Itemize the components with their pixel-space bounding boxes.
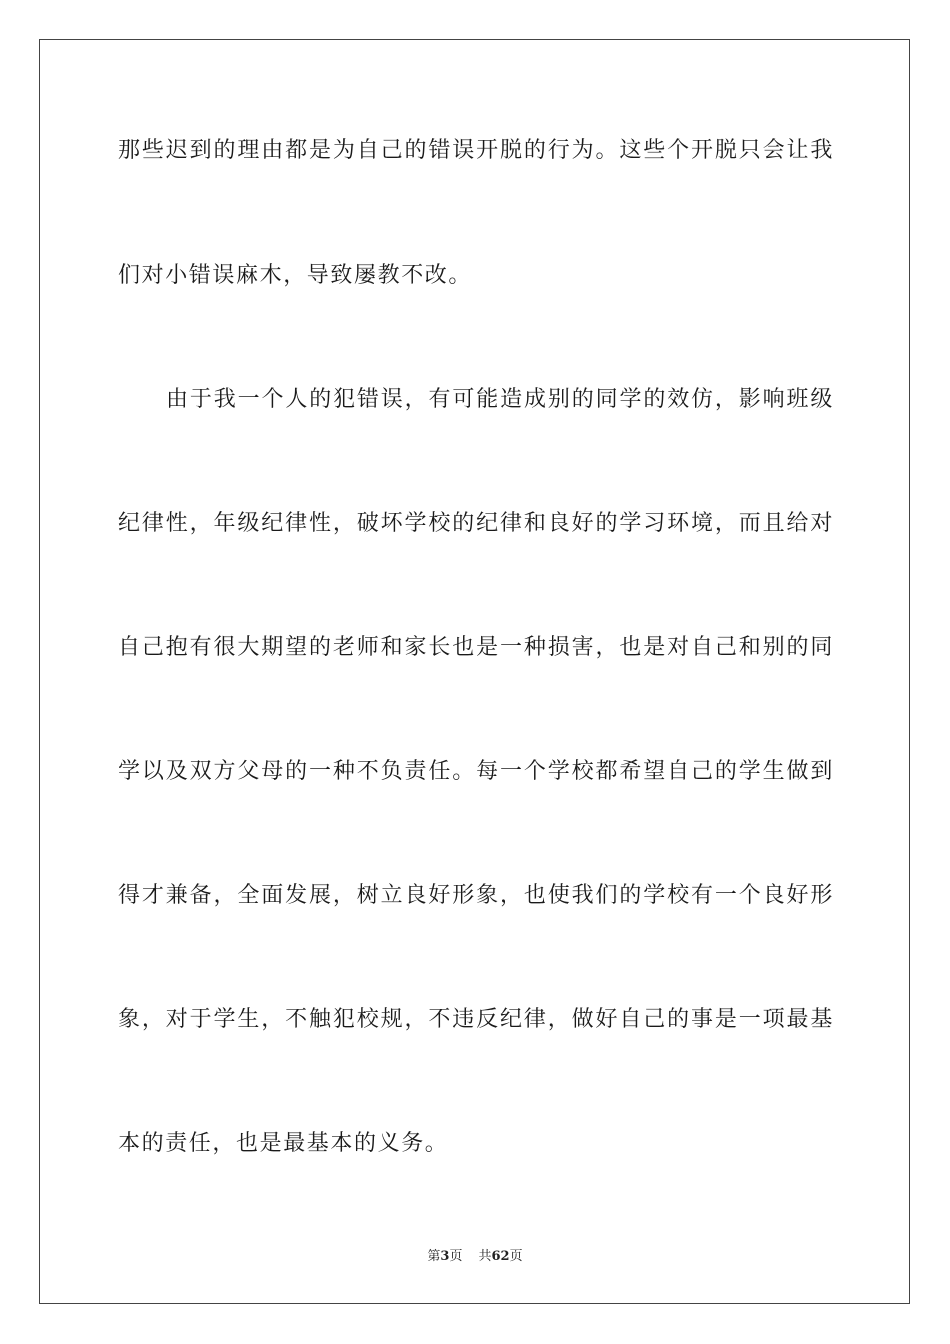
page-number: 3 [440, 1249, 450, 1264]
text-line: 自己抱有很大期望的老师和家长也是一种损害，也是对自己和别的同 [118, 635, 834, 660]
page-suffix: 页 [449, 1249, 463, 1264]
text-line: 象，对于学生，不触犯校规，不违反纪律，做好自己的事是一项最基 [118, 1007, 834, 1032]
text-line: 学以及双方父母的一种不负责任。每一个学校都希望自己的学生做到 [118, 759, 834, 784]
text-line: 本的责任，也是最基本的义务。 [118, 1131, 449, 1156]
total-suffix: 页 [509, 1249, 523, 1264]
total-prefix: 共 [478, 1249, 492, 1264]
page-total: 62 [491, 1249, 510, 1264]
page-border [39, 39, 910, 1304]
page-prefix: 第 [427, 1249, 441, 1264]
text-line: 那些迟到的理由都是为自己的错误开脱的行为。这些个开脱只会让我 [118, 138, 834, 163]
text-line: 纪律性，年级纪律性，破坏学校的纪律和良好的学习环境，而且给对 [118, 511, 834, 536]
text-line: 们对小错误麻木，导致屡教不改。 [118, 263, 473, 288]
text-line: 由于我一个人的犯错误，有可能造成别的同学的效仿，影响班级 [166, 387, 834, 412]
text-line: 得才兼备，全面发展，树立良好形象，也使我们的学校有一个良好形 [118, 883, 834, 908]
page-footer [0, 1248, 950, 1266]
